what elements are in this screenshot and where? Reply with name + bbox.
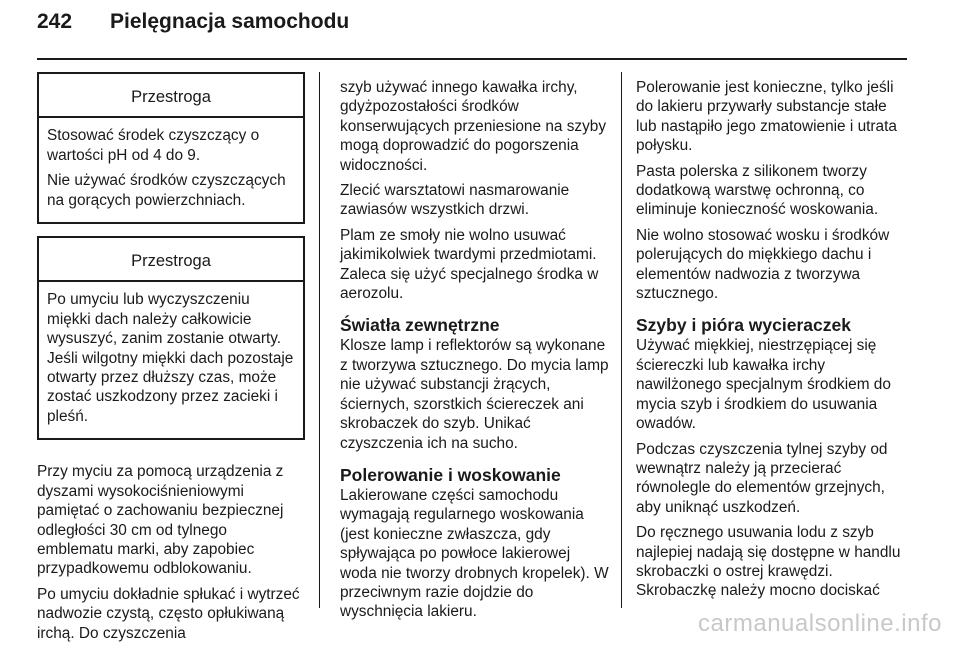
body-paragraph: Polerowanie jest konieczne, tylko jeśli do lakieru przywarły substancje stałe lub nastąpiło jego zmatowienie i utrata połysku.	[636, 79, 897, 155]
column-divider-1	[319, 72, 320, 608]
column-divider-2	[621, 72, 622, 608]
body-paragraph: szyb używać innego kawałka irchy, gdyżpozostałości środków konserwujących przeniesione na szyby mogą doprowadzić do pogorszenia widoczności.	[340, 79, 607, 174]
watermark: carmanualsonline.info	[698, 610, 942, 637]
warning-box-soft-top	[37, 236, 305, 440]
section-heading-exterior-lights: Światła zewnętrzne	[340, 315, 500, 336]
warning-title: Przestroga	[39, 74, 303, 118]
body-paragraph: Klosze lamp i reflektorów są wykonane z tworzywa sztucznego. Do mycia lamp nie używać substancji żrących, ściernych, szorstkich ściereczek ani skrobaczek do szyb. Unikać czyszczenia ich na sucho.	[340, 337, 609, 452]
body-paragraph: Po umyciu dokładnie spłukać i wytrzeć nadwozie czystą, często opłukiwaną irchą. Do czyszczenia	[37, 585, 300, 642]
header-rule	[37, 58, 907, 60]
body-paragraph: Lakierowane części samochodu wymagają regularnego woskowania (jest konieczne zwłaszcza, gdy spływająca po powłoce lakierowej woda nie tworzy drobnych kropelek). W przeciwnym razie dojdzie do wyschnięcia lakieru.	[340, 486, 609, 621]
warning-text: Po umyciu lub wyczyszczeniu miękki dach należy całkowicie wysuszyć, zanim zostanie otwarty. Jeśli wilgotny miękki dach pozostaje otwarty przez dłuższy czas, może zostać uszkodzony przez zacieki i pleśń.	[47, 291, 294, 425]
warning-text: Stosować środek czyszczący o wartości pH od 4 do 9.	[47, 127, 260, 164]
body-paragraph: Plam ze smoły nie wolno usuwać jakimikolwiek twardymi przedmiotami. Zaleca się użyć specjalnego środka w aerozolu.	[340, 226, 599, 303]
body-paragraph: Do ręcznego usuwania lodu z szyb najlepiej nadają się dostępne w handlu skrobaczki o ostrej krawędzi. Skrobaczkę należy mocno dociskać	[636, 524, 901, 600]
warning-text: Nie używać środków czyszczących na gorących powierzchniach.	[47, 172, 286, 209]
chapter-title: Pielęgnacja samochodu	[110, 10, 350, 33]
body-paragraph: Podczas czyszczenia tylnej szyby od wewnątrz należy ją przecierać równolegle do elementów grzejnych, aby uniknąć uszkodzeń.	[636, 440, 888, 516]
column-1	[37, 72, 305, 649]
warning-title: Przestroga	[39, 238, 303, 282]
body-paragraph: Używać miękkiej, niestrzępiącej się ściereczki lub kawałka irchy nawilżonego specjalnym środkiem do mycia szyb i środkiem do usuwania owadów.	[636, 337, 891, 433]
section-heading-polishing: Polerowanie i woskowanie	[340, 464, 561, 485]
column-2	[340, 78, 610, 628]
page-number: 242	[37, 10, 73, 33]
body-paragraph: Zlecić warsztatowi nasmarowanie zawiasów wszystkich drzwi.	[340, 182, 570, 219]
body-paragraph: Pasta polerska z silikonem tworzy dodatkową warstwę ochronną, co eliminuje konieczność woskowania.	[636, 162, 879, 219]
column-3	[636, 78, 908, 607]
warning-body	[39, 118, 303, 222]
body-paragraph: Nie wolno stosować wosku i środków polerujących do miękkiego dachu i elementów nadwozia z tworzywa sztucznego.	[636, 226, 890, 303]
warning-box-ph	[37, 72, 305, 224]
body-paragraph: Przy myciu za pomocą urządzenia z dyszami wysokociśnieniowymi pamiętać o zachowaniu bezpiecznej odległości 30 cm od tylnego emblematu marki, aby zapobiec przypadkowemu odblokowaniu.	[37, 463, 284, 578]
warning-body	[39, 282, 303, 438]
section-heading-windows-wipers: Szyby i pióra wycieraczek	[636, 315, 851, 336]
